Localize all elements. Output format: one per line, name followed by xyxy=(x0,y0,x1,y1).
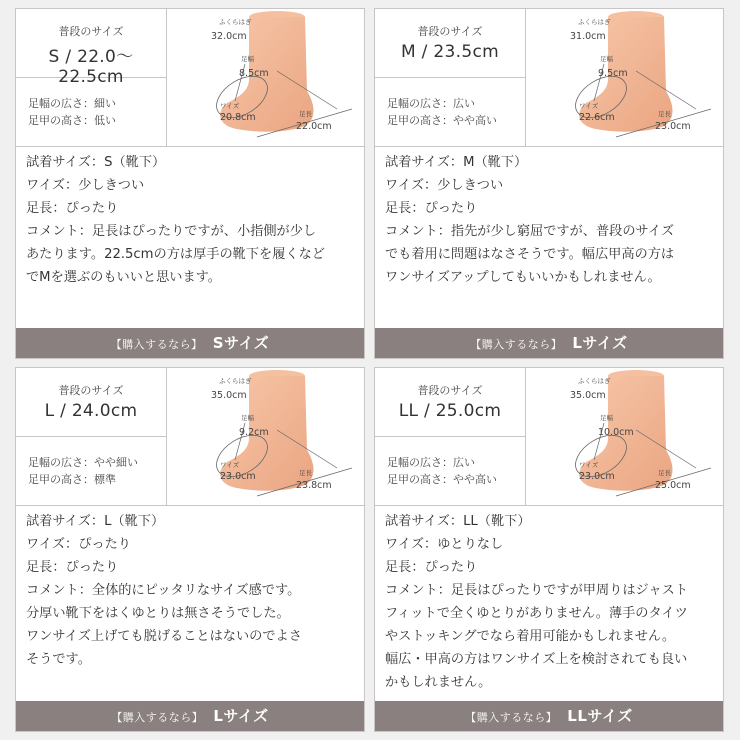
foot-diagram xyxy=(167,9,364,146)
wise-value: 22.6cm xyxy=(579,112,615,123)
foot-diagram xyxy=(526,9,723,146)
foot-illustration xyxy=(526,368,723,505)
ankle-label: 足幅 xyxy=(241,55,254,63)
comment-line: 幅広・甲高の方はワンサイズ上を検討されても良い xyxy=(385,652,688,667)
comment-line: ワイズ：少しきつい xyxy=(26,178,145,193)
fitting-comment xyxy=(385,151,719,289)
usual-size-column xyxy=(16,9,167,146)
comment-line: コメント：足長はぴったりですが甲周りはジャスト xyxy=(385,583,689,598)
comment-line: 試着サイズ：M（靴下） xyxy=(385,155,528,170)
comment-line: コメント：指先が少し窮屈ですが、普段のサイズ xyxy=(385,224,675,239)
fitting-comment xyxy=(26,510,360,671)
ankle-label: 足幅 xyxy=(241,414,254,422)
comment-line: 足長：ぴったり xyxy=(385,201,478,216)
usual-size-box xyxy=(375,9,525,78)
foot-diagram xyxy=(526,368,723,505)
comment-line: 試着サイズ：LL（靴下） xyxy=(385,514,531,529)
length-label: 足長 xyxy=(299,110,312,118)
buy-prefix: 【購入するなら】 xyxy=(465,711,558,724)
calf-label: ふくらはぎ xyxy=(578,18,611,26)
comment-line: ワンサイズ上げても脱げることはないのでよさ xyxy=(26,629,302,644)
instep-height-line: 足甲の高さ：標準 xyxy=(28,473,116,486)
comment-line: コメント：全体的にピッタリなサイズ感です。 xyxy=(26,583,301,598)
usual-size-column xyxy=(375,9,526,146)
usual-size-value: LL / 25.0cm xyxy=(398,401,502,421)
usual-size-column xyxy=(16,368,167,505)
fitting-comment xyxy=(26,151,360,289)
foot-shape-info xyxy=(28,95,116,129)
comment-line: ワイズ：少しきつい xyxy=(385,178,504,193)
foot-diagram xyxy=(167,368,364,505)
length-label: 足長 xyxy=(299,469,312,477)
comment-line: あたります。22.5cmの方は厚手の靴下を履くなど xyxy=(26,247,325,262)
calf-label: ふくらはぎ xyxy=(578,377,611,385)
comment-line: ワンサイズアップしてもいいかもしれません。 xyxy=(385,270,661,285)
comment-line: ワイズ：ぴったり xyxy=(26,537,131,552)
buy-size: Sサイズ xyxy=(212,334,270,352)
calf-value: 32.0cm xyxy=(211,31,247,42)
ankle-value: 10.0cm xyxy=(598,427,634,438)
length-label: 足長 xyxy=(658,110,671,118)
length-label: 足長 xyxy=(658,469,671,477)
fitting-comment xyxy=(385,510,719,694)
buy-recommendation-bar xyxy=(16,701,364,731)
comment-line: そうです。 xyxy=(26,652,91,667)
fitting-card-1 xyxy=(374,8,724,359)
foot-shape-info xyxy=(28,454,138,488)
comment-line: フィットで全くゆとりがありません。薄手のタイツ xyxy=(385,606,688,621)
buy-prefix: 【購入するなら】 xyxy=(470,338,563,351)
usual-size-box xyxy=(16,9,166,87)
instep-height-line: 足甲の高さ：低い xyxy=(28,114,116,127)
card-header xyxy=(375,368,723,506)
calf-label: ふくらはぎ xyxy=(219,377,252,385)
length-value: 22.0cm xyxy=(296,121,332,132)
wise-value: 23.0cm xyxy=(220,471,256,482)
wise-label: ワイズ xyxy=(220,102,240,110)
comment-line: コメント：足長はぴったりですが、小指側が少し xyxy=(26,224,317,239)
fitting-card-3 xyxy=(374,367,724,732)
usual-size-column xyxy=(375,368,526,505)
usual-size-label: 普段のサイズ xyxy=(58,25,124,38)
foot-shape-info xyxy=(387,95,497,129)
length-value: 23.8cm xyxy=(296,480,332,491)
calf-value: 31.0cm xyxy=(570,31,606,42)
usual-size-label: 普段のサイズ xyxy=(417,384,483,397)
ankle-value: 9.2cm xyxy=(239,427,269,438)
fitting-card-0 xyxy=(15,8,365,359)
comment-line: やストッキングでなら着用可能かもしれません。 xyxy=(385,629,676,644)
ankle-value: 9.5cm xyxy=(598,68,628,79)
comment-line: でMを選ぶのもいいと思います。 xyxy=(26,270,221,285)
length-value: 23.0cm xyxy=(655,121,691,132)
comment-line: 試着サイズ：S（靴下） xyxy=(26,155,166,170)
buy-prefix: 【購入するなら】 xyxy=(111,711,204,724)
wise-value: 20.8cm xyxy=(220,112,256,123)
wise-label: ワイズ xyxy=(220,461,240,469)
foot-width-line: 足幅の広さ：細い xyxy=(28,97,116,110)
instep-height-line: 足甲の高さ：やや高い xyxy=(387,114,497,127)
card-header xyxy=(16,9,364,147)
fitting-card-2 xyxy=(15,367,365,732)
calf-label: ふくらはぎ xyxy=(219,18,252,26)
comment-line: かもしれません。 xyxy=(385,675,492,690)
card-header xyxy=(16,368,364,506)
calf-value: 35.0cm xyxy=(211,390,247,401)
buy-recommendation-bar xyxy=(16,328,364,358)
ankle-value: 8.5cm xyxy=(239,68,269,79)
comment-line: 足長：ぴったり xyxy=(385,560,478,575)
buy-size: Lサイズ xyxy=(213,707,269,725)
buy-recommendation-bar xyxy=(375,701,723,731)
foot-shape-info xyxy=(387,454,497,488)
buy-prefix: 【購入するなら】 xyxy=(110,338,203,351)
instep-height-line: 足甲の高さ：やや高い xyxy=(387,473,497,486)
buy-size: Lサイズ xyxy=(572,334,628,352)
comment-line: ワイズ：ゆとりなし xyxy=(385,537,504,552)
usual-size-box xyxy=(16,368,166,437)
usual-size-value: M / 23.5cm xyxy=(401,42,499,62)
comment-line: 分厚い靴下をはくゆとりは無さそうでした。 xyxy=(26,606,290,621)
comment-line: 足長：ぴったり xyxy=(26,201,119,216)
ankle-label: 足幅 xyxy=(600,55,613,63)
comment-line: 試着サイズ：L（靴下） xyxy=(26,514,165,529)
foot-width-line: 足幅の広さ：やや細い xyxy=(28,456,138,469)
foot-illustration xyxy=(167,9,364,146)
ankle-label: 足幅 xyxy=(600,414,613,422)
foot-illustration xyxy=(167,368,364,505)
usual-size-label: 普段のサイズ xyxy=(58,384,124,397)
comment-line: 足長：ぴったり xyxy=(26,560,119,575)
buy-size: LLサイズ xyxy=(567,707,633,725)
wise-label: ワイズ xyxy=(579,102,599,110)
buy-recommendation-bar xyxy=(375,328,723,358)
wise-value: 23.0cm xyxy=(579,471,615,482)
usual-size-value: L / 24.0cm xyxy=(44,401,138,421)
length-value: 25.0cm xyxy=(655,480,691,491)
comment-line: でも着用に問題はなさそうです。幅広甲高の方は xyxy=(385,247,675,262)
usual-size-label: 普段のサイズ xyxy=(417,25,483,38)
usual-size-value: S / 22.0〜22.5cm xyxy=(48,47,134,87)
foot-illustration xyxy=(526,9,723,146)
foot-width-line: 足幅の広さ：広い xyxy=(387,456,475,469)
card-header xyxy=(375,9,723,147)
foot-width-line: 足幅の広さ：広い xyxy=(387,97,475,110)
usual-size-box xyxy=(375,368,525,437)
wise-label: ワイズ xyxy=(579,461,599,469)
calf-value: 35.0cm xyxy=(570,390,606,401)
